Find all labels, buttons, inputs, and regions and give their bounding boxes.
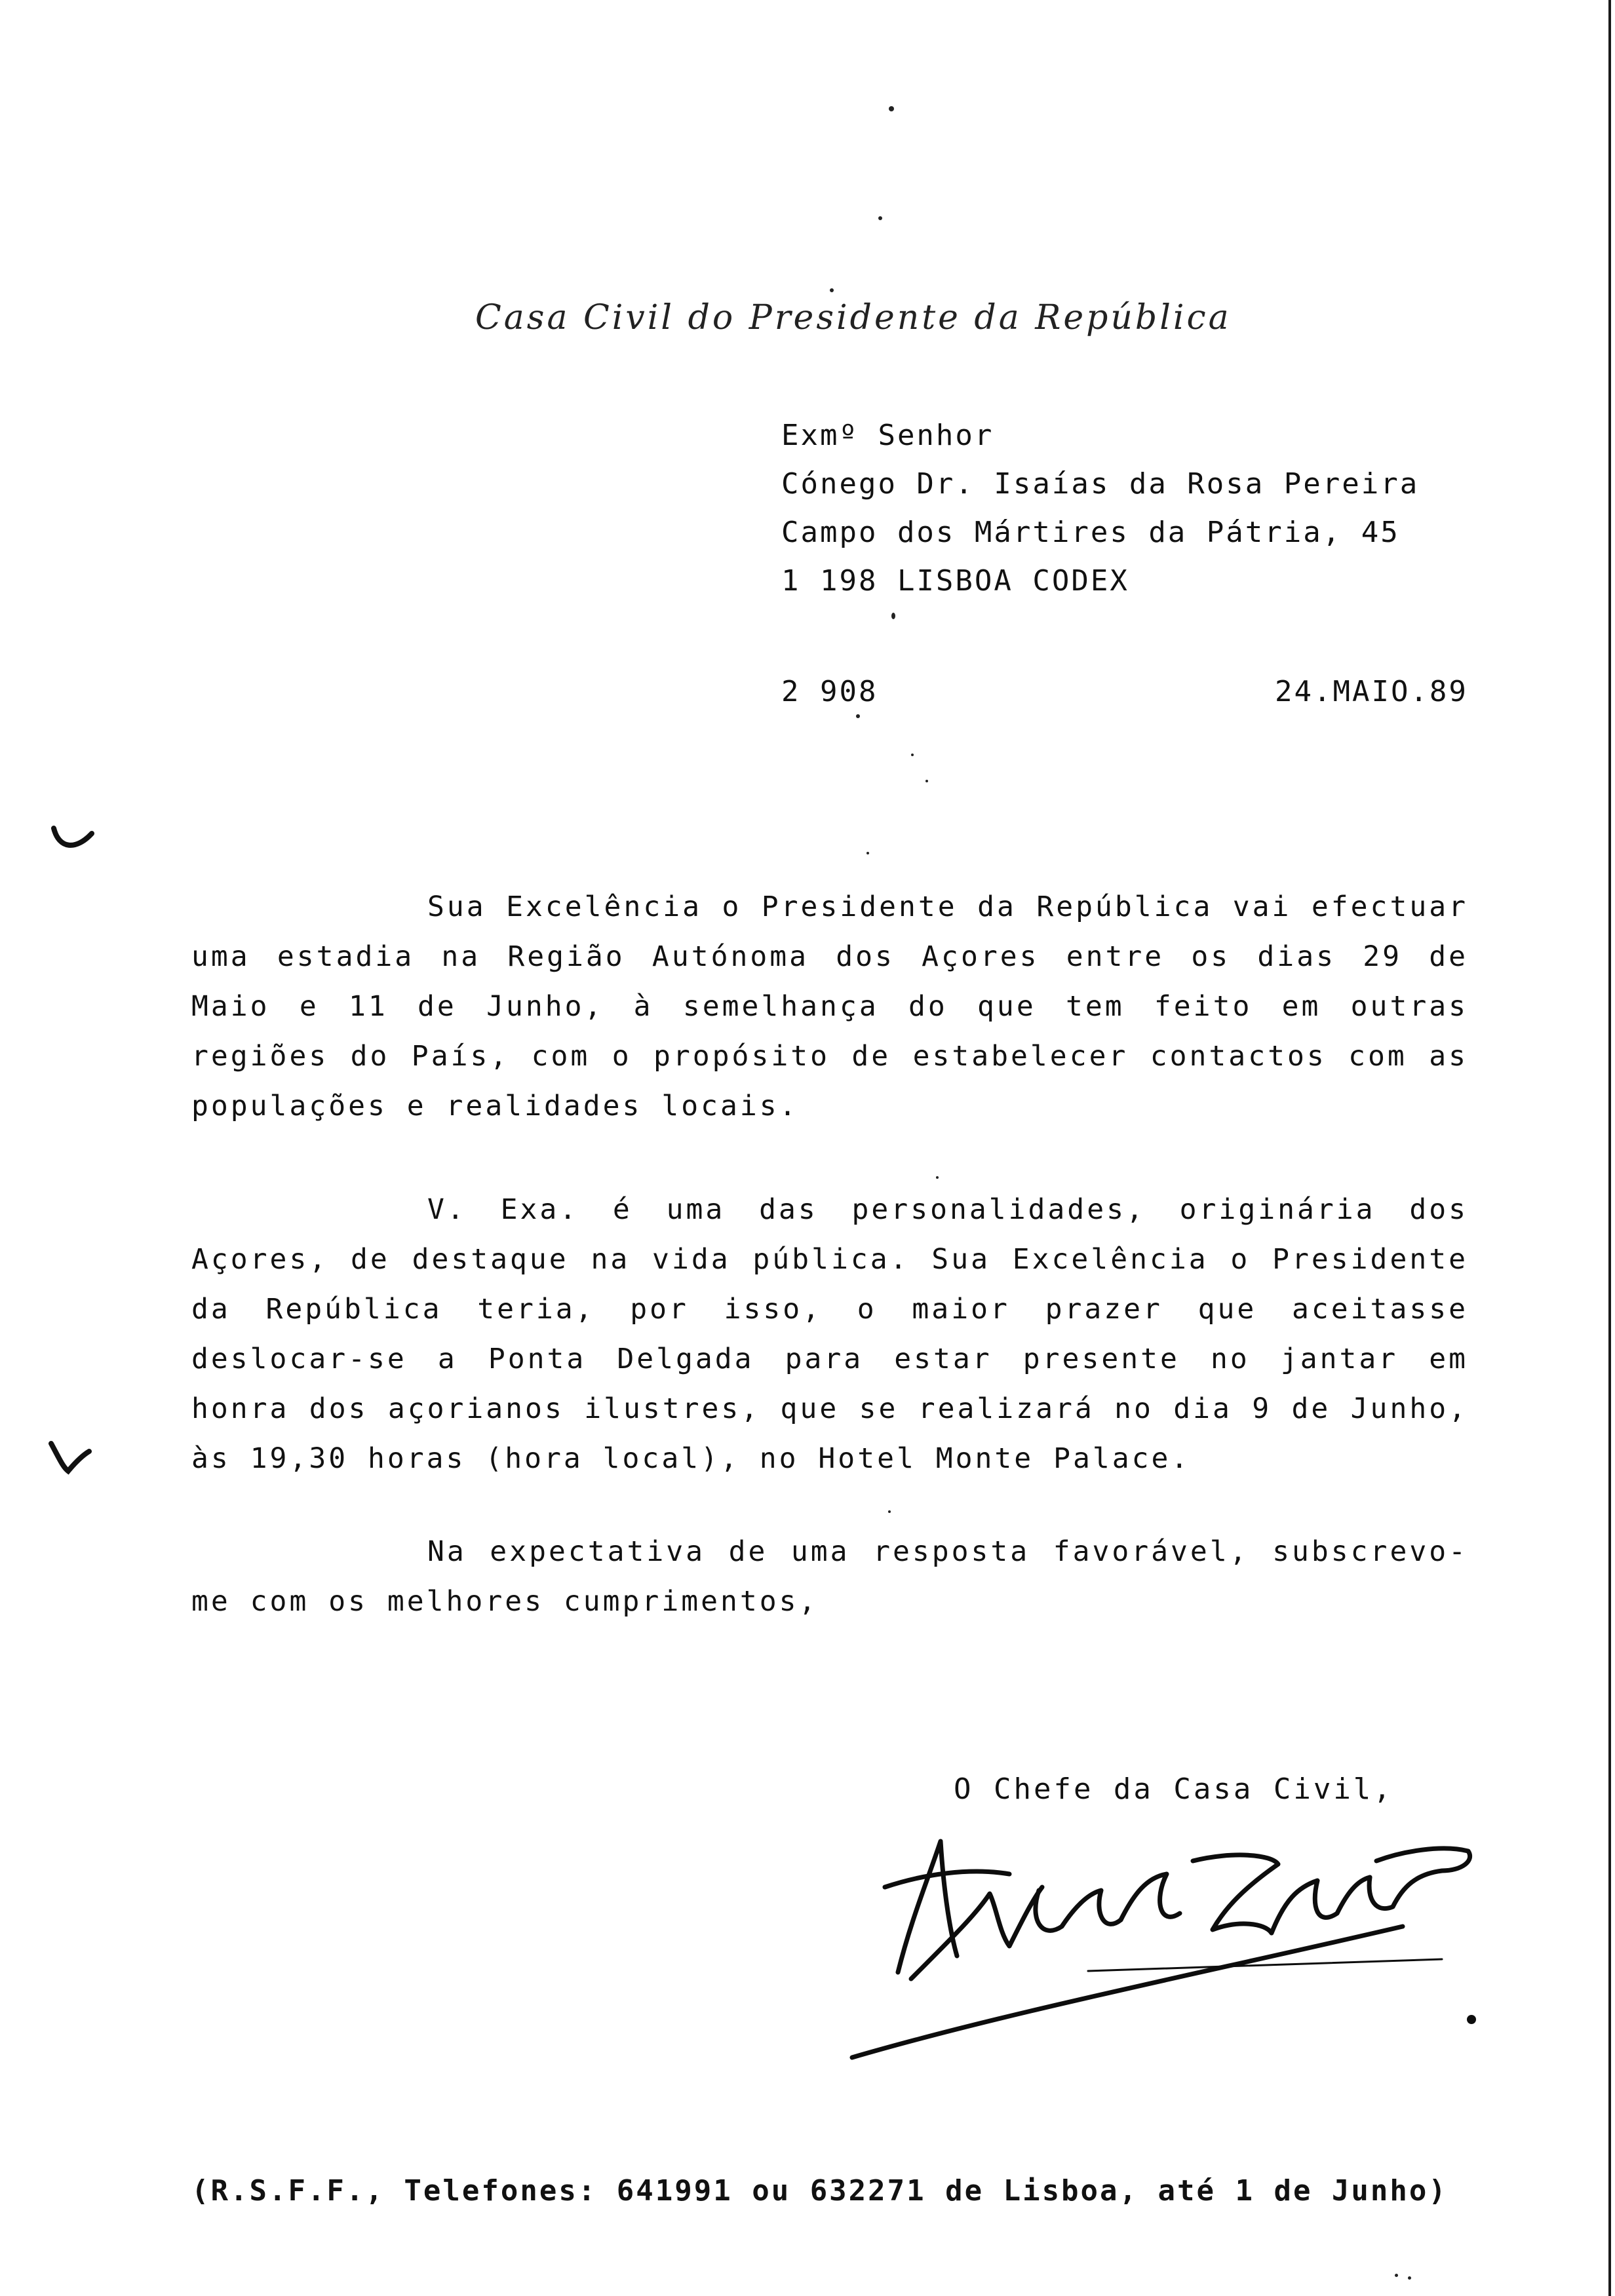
recipient-name: Cónego Dr. Isaías da Rosa Pereira <box>781 467 1420 501</box>
reference-number: 2 908 <box>781 675 878 708</box>
body-paragraph: Na expectativa de uma resposta favorável, subscrevo-me com os melhores cumprimentos, <box>191 1535 1468 1618</box>
letterhead: Casa Civil do Presidente da República <box>475 298 1232 337</box>
scan-speck <box>936 1176 939 1179</box>
scan-speck <box>925 780 928 782</box>
scan-speck <box>830 288 834 292</box>
scan-speck <box>1395 2274 1398 2277</box>
check-mark-icon <box>46 1438 92 1478</box>
page-edge-border <box>1608 0 1611 2296</box>
closing-title: O Chefe da Casa Civil, <box>954 1772 1393 1806</box>
scan-speck <box>856 714 860 718</box>
letter-date: 24.MAIO.89 <box>1275 675 1468 708</box>
check-mark-icon <box>50 819 96 858</box>
body-paragraph: V. Exa. é uma das personalidades, originária dos Açores, de destaque na vida pública. Sua Excelência o Presidente da República teria, por isso, o maior prazer que aceitasse deslocar-se a Ponta Delgada para estar presente no jantar em honra dos açorianos ilustres, que se realizará no dia 9 de Junho, às 19,30 horas (hora local), no Hotel Monte Palace. <box>191 1193 1468 1475</box>
scan-speck <box>889 106 894 111</box>
recipient-address <box>781 411 1419 605</box>
scan-speck <box>891 613 895 619</box>
handwritten-signature <box>813 1815 1494 2064</box>
scan-speck <box>866 852 869 854</box>
body-paragraph: Sua Excelência o Presidente da República vai efectuar uma estadia na Região Autónoma dos Açores entre os dias 29 de Maio e 11 de Junho, à semelhança do que tem feito em outras regiões do País, com o propósito de estabelecer contactos com as populações e realidades locais. <box>191 890 1468 1122</box>
scan-speck <box>878 216 882 220</box>
recipient-street: Campo dos Mártires da Pátria, 45 <box>781 516 1400 549</box>
footer-note: (R.S.F.F., Telefones: 641991 ou 632271 de Lisboa, até 1 de Junho) <box>191 2174 1448 2208</box>
scan-speck <box>1408 2276 1411 2280</box>
scan-speck <box>888 1510 891 1513</box>
scan-speck <box>911 754 914 756</box>
recipient-salutation: Exmº Senhor <box>781 419 994 452</box>
recipient-city: 1 198 LISBOA CODEX <box>781 564 1129 598</box>
